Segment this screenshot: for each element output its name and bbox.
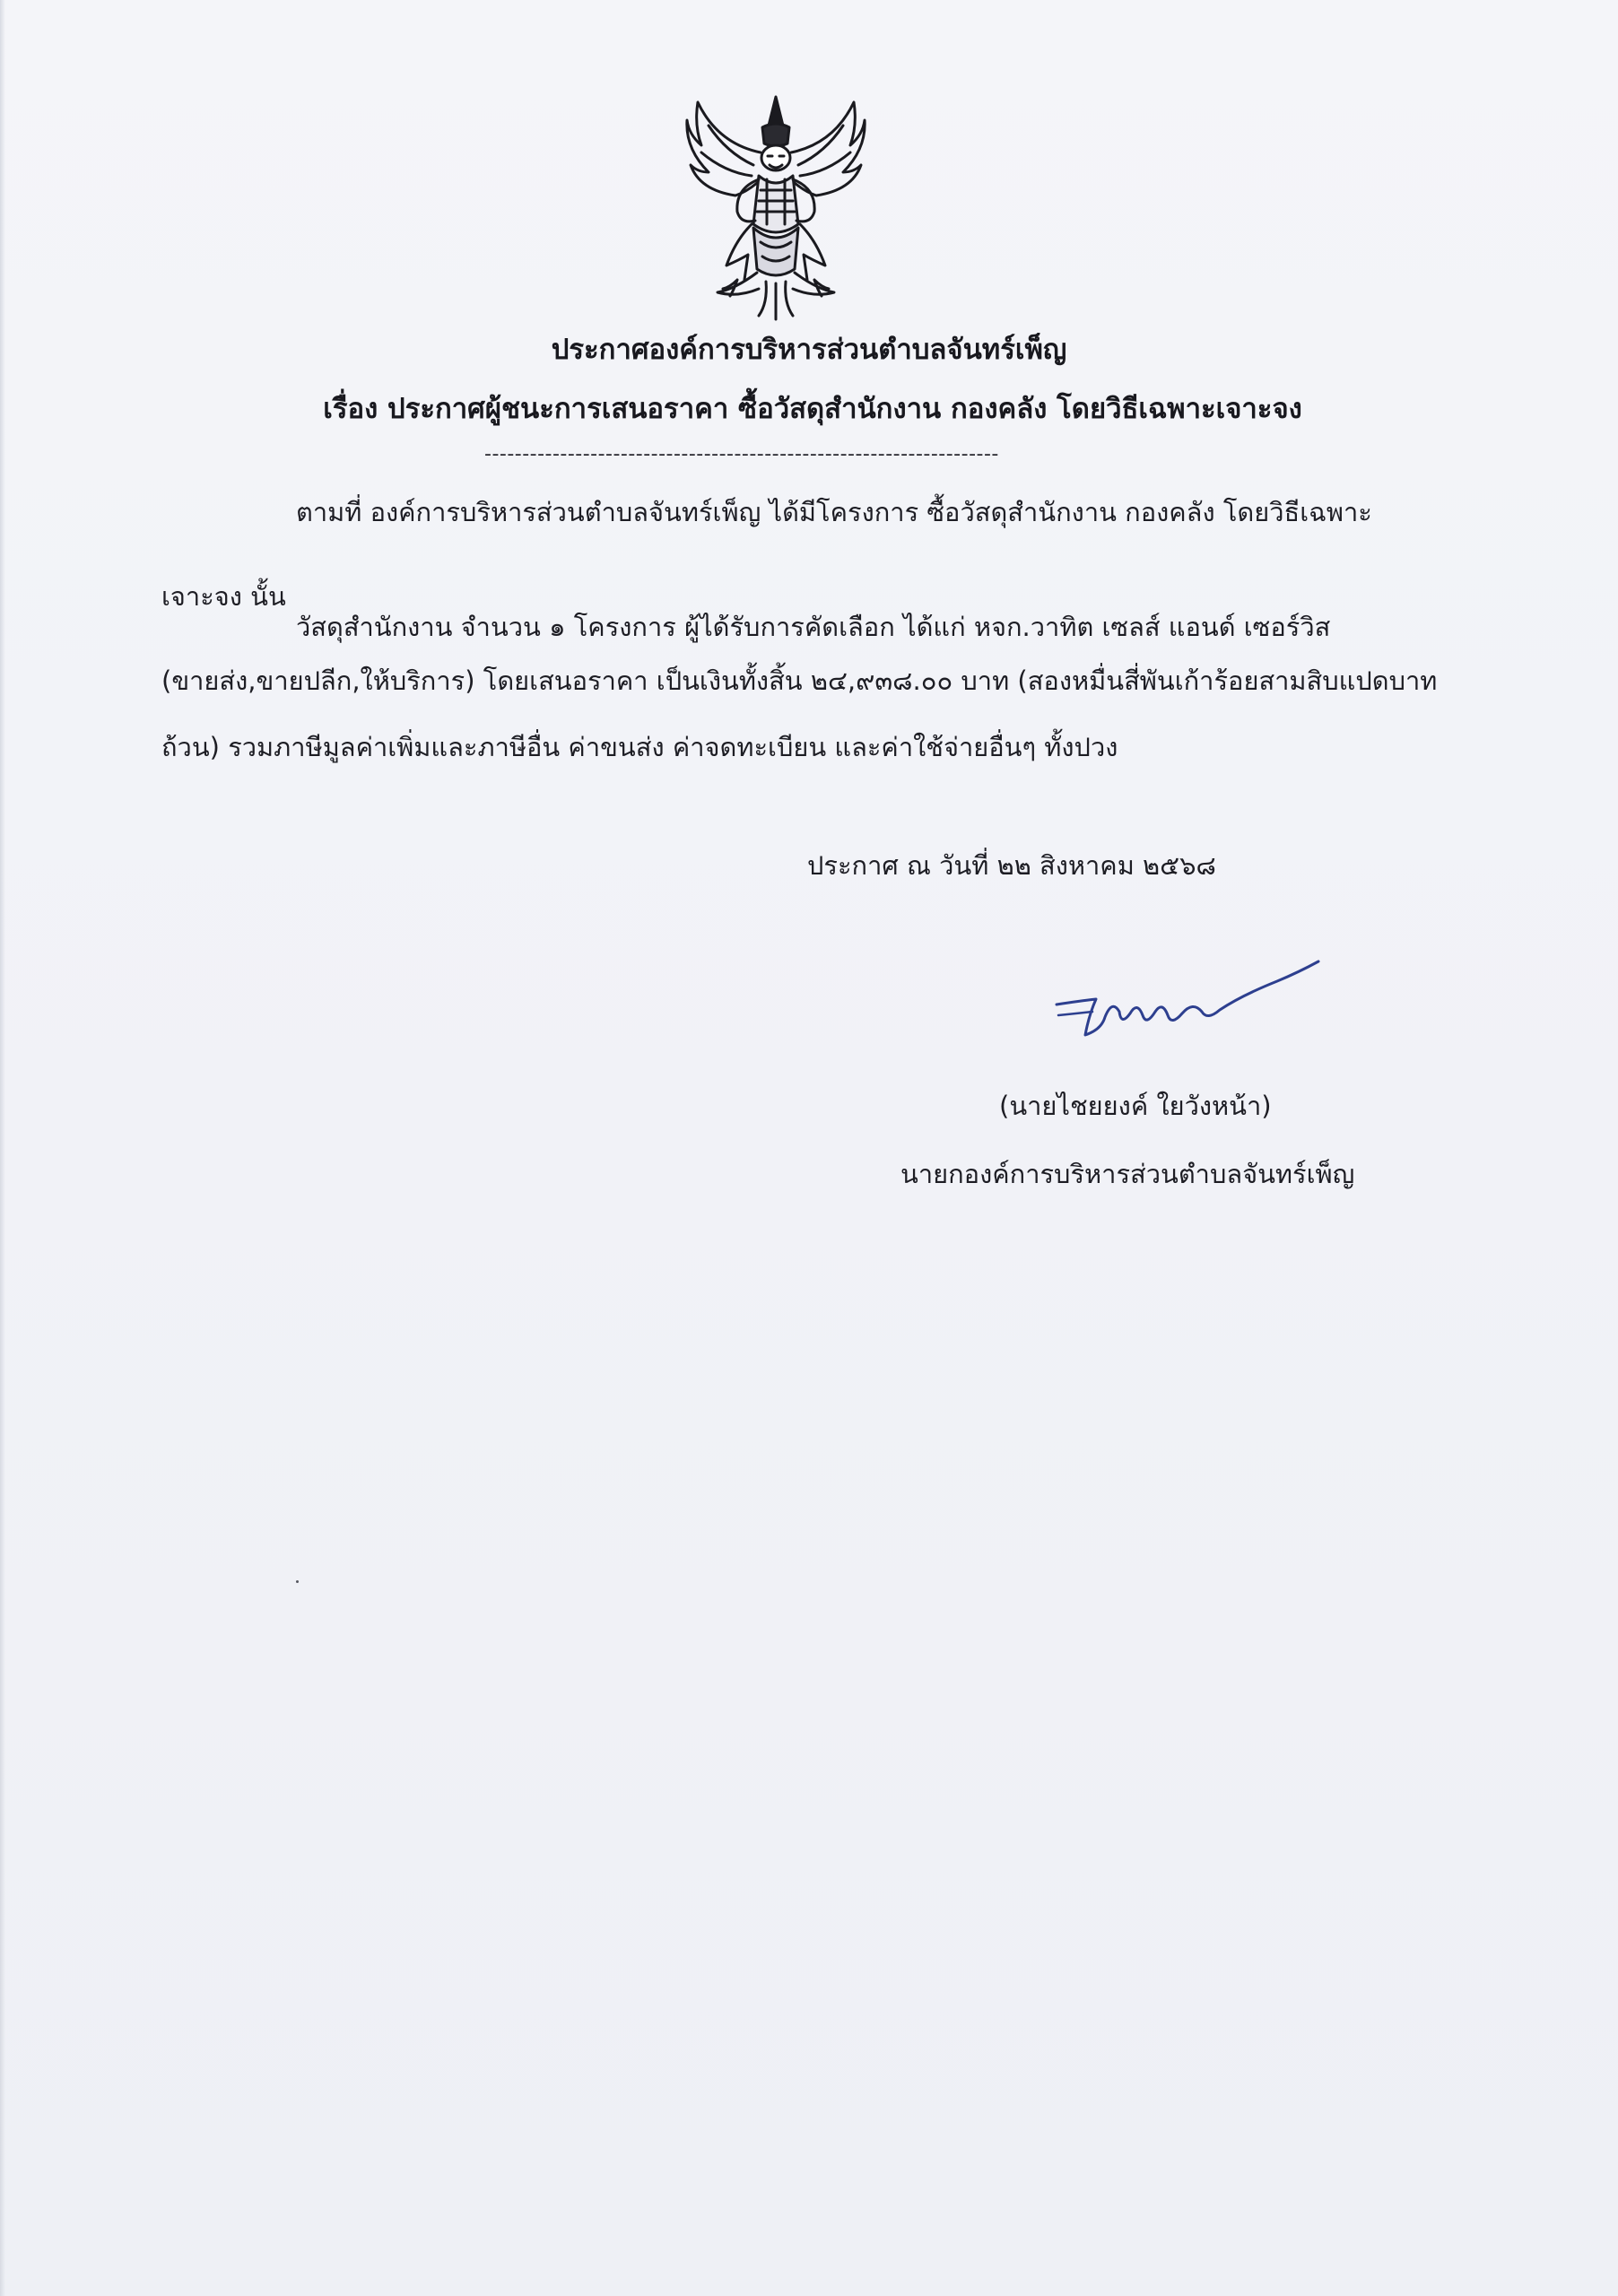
paragraph-1-line-2: เจาะจง นั้น: [161, 581, 286, 612]
signer-title: นายกองค์การบริหารส่วนตำบลจันทร์เพ็ญ: [900, 1159, 1355, 1189]
paragraph-1-line-1: ตามที่ องค์การบริหารส่วนตำบลจันทร์เพ็ญ ได้มีโครงการ ซื้อวัสดุสำนักงาน กองคลัง โดยวิธีเฉพาะ: [296, 497, 1372, 527]
paragraph-2-line-3: ถ้วน) รวมภาษีมูลค่าเพิ่มและภาษีอื่น ค่าขนส่ง ค่าจดทะเบียน และค่าใช้จ่ายอื่นๆ ทั้งปวง: [161, 732, 1118, 762]
separator-line: --------------------------------------------------------------------: [484, 443, 999, 465]
paragraph-2-line-1: วัสดุสำนักงาน จำนวน ๑ โครงการ ผู้ได้รับการคัดเลือก ได้แก่ หจก.วาทิต เซลส์ แอนด์ เซอร์วิส: [296, 612, 1331, 642]
scan-speck: [296, 1580, 299, 1583]
announcement-subject: เรื่อง ประกาศผู้ชนะการเสนอราคา ซื้อวัสดุสำนักงาน กองคลัง โดยวิธีเฉพาะเจาะจง: [323, 393, 1302, 425]
paragraph-2-line-2: (ขายส่ง,ขายปลีก,ให้บริการ) โดยเสนอราคา เป็นเงินทั้งสิ้น ๒๔,๙๓๘.๐๐ บาท (สองหมื่นสี่พันเก้าร้อยสามสิบแปดบาท: [161, 665, 1438, 696]
handwritten-signature: [1049, 949, 1327, 1048]
signer-name: (นายไชยยงค์ ใยวังหน้า): [999, 1091, 1272, 1121]
announcement-date: ประกาศ ณ วันที่ ๒๒ สิงหาคม ๒๕๖๘: [807, 850, 1216, 881]
garuda-emblem-icon: [682, 90, 870, 323]
announcement-title: ประกาศองค์การบริหารส่วนตำบลจันทร์เพ็ญ: [551, 334, 1067, 366]
